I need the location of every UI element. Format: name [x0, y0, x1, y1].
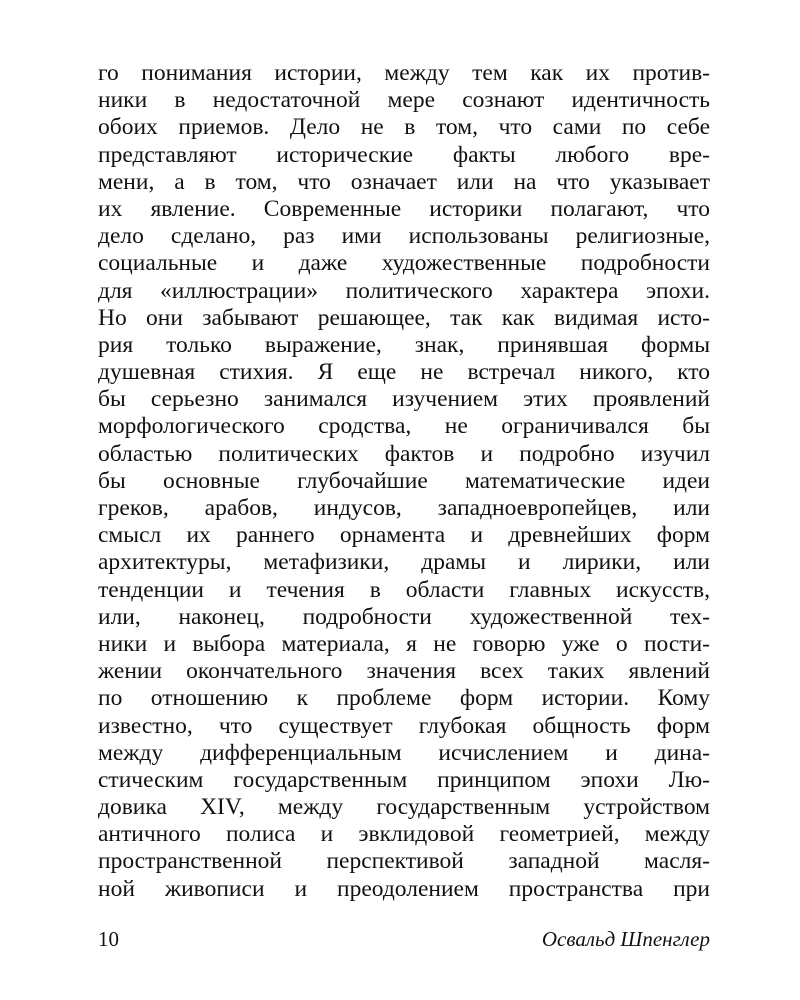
text-line-13: бы серьезно занимался изучением этих проявлений: [98, 386, 710, 413]
text-line-21: или, наконец, подробности художественной тех-: [98, 603, 710, 630]
text-line-23: жении окончательного значения всех таких явлений: [98, 658, 710, 685]
text-line-27: стическим государственным принципом эпохи Лю-: [98, 766, 710, 793]
text-line-12: душевная стихия. Я еще не встречал никого, кто: [98, 359, 710, 386]
text-line-19: архитектуры, метафизики, драмы и лирики, или: [98, 549, 710, 576]
text-line-25: известно, что существует глубокая общность форм: [98, 712, 710, 739]
text-line-5: мени, а в том, что означает или на что указывает: [98, 168, 710, 195]
text-line-29: античного полиса и эвклидовой геометрией, между: [98, 821, 710, 848]
text-line-26: между дифференциальным исчислением и дина-: [98, 739, 710, 766]
text-line-18: смысл их раннего орнамента и древнейших форм: [98, 522, 710, 549]
page-number: 10: [98, 927, 119, 951]
page-footer: [98, 924, 710, 954]
running-author: Освальд Шпенглер: [541, 927, 710, 951]
text-line-16: бы основные глубочайшие математические идеи: [98, 467, 710, 494]
text-line-17: греков, арабов, индусов, западноевропейцев, или: [98, 495, 710, 521]
text-line-30: пространственной перспективой западной масля-: [98, 848, 710, 875]
text-line-4: представляют исторические факты любого вре-: [98, 141, 710, 168]
text-line-1: го понимания истории, между тем как их против-: [98, 60, 710, 86]
text-line-6: их явление. Современные историки полагают, что: [98, 195, 710, 222]
text-line-9: для «иллюстрации» политического характера эпохи.: [98, 277, 710, 304]
text-line-14: морфологического сродства, не ограничивался бы: [98, 413, 710, 440]
text-line-2: ники в недостаточной мере сознают идентичность: [98, 87, 710, 114]
text-line-31: ной живописи и преодолением пространства при: [98, 875, 710, 902]
text-line-22: ники и выбора материала, я не говорю уже о пости-: [98, 630, 710, 657]
text-line-8: социальные и даже художественные подробности: [98, 250, 710, 277]
text-line-7: дело сделано, раз ими использованы религиозные,: [98, 223, 710, 250]
text-line-20: тенденции и течения в области главных искусств,: [98, 576, 710, 603]
text-line-15: областью политических фактов и подробно изучил: [98, 440, 710, 467]
text-line-28: довика XIV, между государственным устройством: [98, 794, 710, 821]
text-line-10: Но они забывают решающее, так как видимая исто-: [98, 304, 710, 331]
text-line-24: по отношению к проблеме форм истории. Кому: [98, 685, 710, 712]
body-text: [98, 60, 710, 903]
text-line-3: обоих приемов. Дело не в том, что сами по себе: [98, 114, 710, 141]
text-line-11: рия только выражение, знак, принявшая формы: [98, 331, 710, 358]
